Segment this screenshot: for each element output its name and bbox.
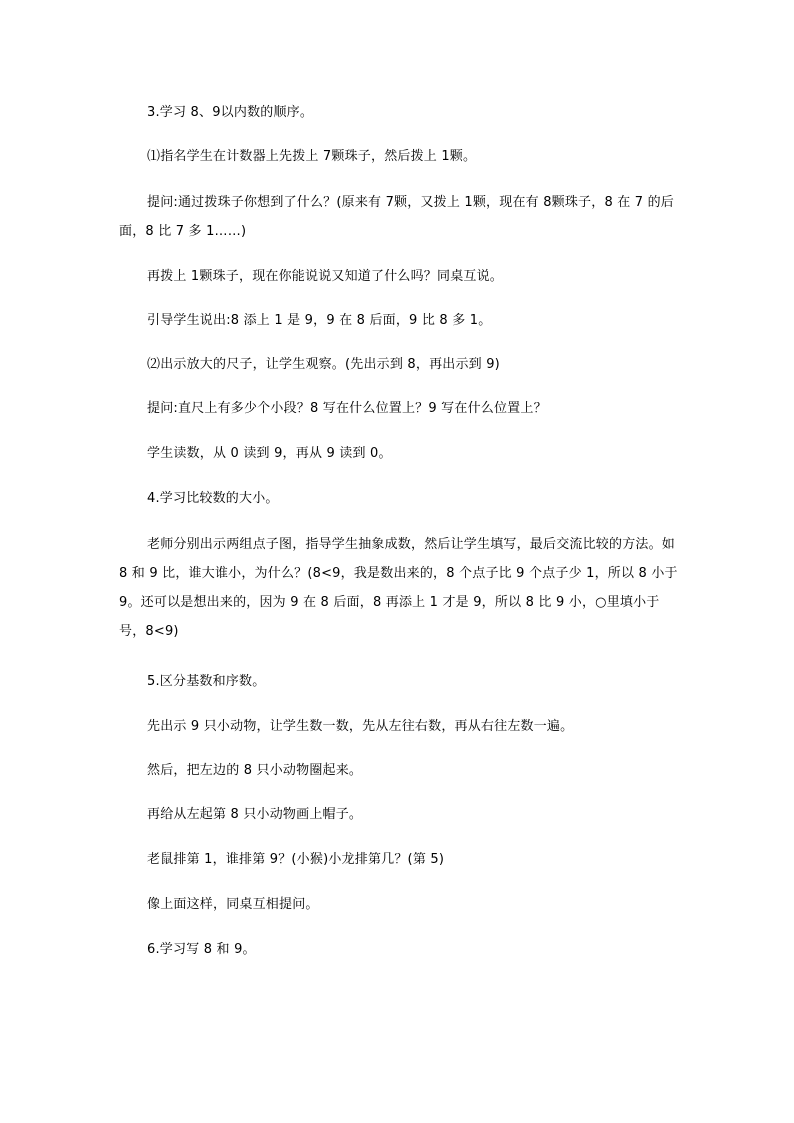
paragraph-question-beads: 提问:通过拨珠子你想到了什么？(原来有 7颗，又拨上 1颗，现在有 8颗珠子，8 在 7 的后面，8 比 7 多 1……) xyxy=(119,195,675,239)
paragraph-read-numbers: 学生读数，从 0 读到 9，再从 9 读到 0。 xyxy=(147,446,392,461)
paragraph-peer-question: 像上面这样，同桌互相提问。 xyxy=(147,897,319,912)
paragraph-add-bead: 再拨上 1颗珠子，现在你能说说又知道了什么吗？同桌互说。 xyxy=(147,269,504,284)
paragraph-show-animals: 先出示 9 只小动物，让学生数一数，先从左往右数，再从右往左数一遍。 xyxy=(147,719,574,734)
paragraph-ruler-question: 提问:直尺上有多少个小段？8 写在什么位置上？9 写在什么位置上？ xyxy=(147,401,547,416)
paragraph-draw-hat: 再给从左起第 8 只小动物画上帽子。 xyxy=(147,807,363,822)
section-heading-5: 5.区分基数和序数。 xyxy=(147,674,266,689)
section-heading-4: 4.学习比较数的大小。 xyxy=(147,491,279,506)
section-heading-6: 6.学习写 8 和 9。 xyxy=(147,942,256,957)
paragraph-circle-animals: 然后，把左边的 8 只小动物圈起来。 xyxy=(147,763,363,778)
paragraph-compare-numbers: 老师分别出示两组点子图，指导学生抽象成数，然后让学生填写，最后交流比较的方法。如 8 和 9 比，谁大谁小，为什么？(8<9，我是数出来的，8 个点子比 9 个点子少 1，所以 8 小于 9。还可以是想出来的，因为 9 在 8 后面，8 再添上 1 才是 9，所以 8 比 9 小，○里填小于号，8<9) xyxy=(119,537,678,639)
paragraph-ruler: ⑵出示放大的尺子，让学生观察。(先出示到 8，再出示到 9) xyxy=(147,357,500,372)
paragraph-guide-students: 引导学生说出:8 添上 1 是 9，9 在 8 后面，9 比 8 多 1。 xyxy=(147,313,492,328)
paragraph-counter-beads: ⑴指名学生在计数器上先拨上 7颗珠子，然后拨上 1颗。 xyxy=(147,149,477,164)
paragraph-order-question: 老鼠排第 1，谁排第 9？(小猴)小龙排第几？(第 5) xyxy=(147,852,445,867)
section-heading-3: 3.学习 8、9以内数的顺序。 xyxy=(147,105,314,120)
